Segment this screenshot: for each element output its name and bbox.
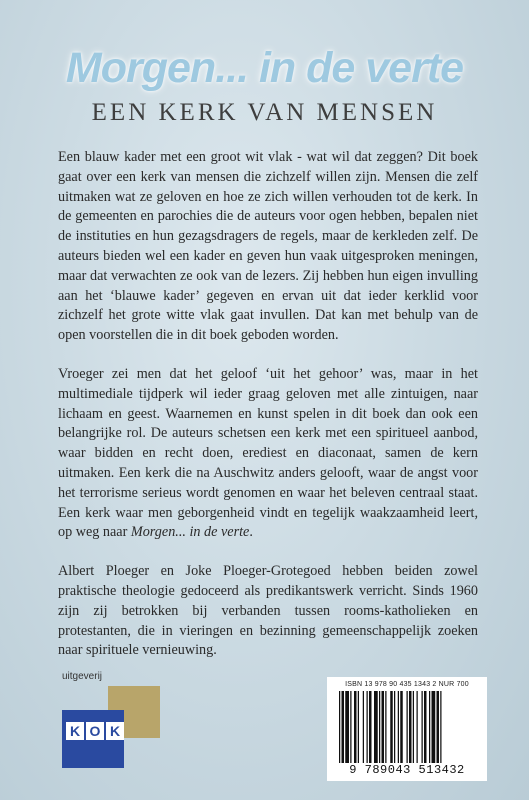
barcode-bars bbox=[339, 691, 475, 763]
blurb-paragraph-2-end: . bbox=[249, 524, 253, 541]
barcode-bar bbox=[382, 691, 385, 763]
blurb-paragraph-3: Albert Ploeger en Joke Ploeger-Grotegoed hebben beiden zowel praktische theologie gedoceerd als predikantswerk verricht. Sinds 1960 zijn zij betrokken bij verbanden tussen rooms-katholieken en protestanten, die in vieringen en bezinning gemeenschappelijk zoeken naar spirituele vernieuwing. bbox=[58, 563, 478, 659]
barcode-bar bbox=[363, 691, 364, 763]
logo-letters bbox=[66, 722, 156, 742]
barcode-bar bbox=[339, 691, 340, 763]
logo-letter-k1: K bbox=[66, 722, 84, 740]
blurb-paragraph-2-text: Vroeger zei men dat het geloof ‘uit het gehoor’ was, maar in het multimediale tijdperk wil ieder graag geloven met alle zintuigen, naar lichaam en geest. Waarnemen en kunst spelen in dit boek dan ook een belangrijke rol. De auteurs schetsen een kerk met een spiritueel aanbod, waar bidden en recht doen, erediest en diaconaat, samen de kern uitmaken. Een kerk die na Auschwitz anders gelooft, waar de angst voor het terrorisme serieus wordt genomen en waar het beleven centraal staat. Een kerk waar men geborgenheid vindt en tegelijk waakzaamheid leert, op weg naar bbox=[58, 365, 478, 541]
book-subtitle: EEN KERK VAN MENSEN bbox=[91, 99, 438, 126]
barcode-bar bbox=[437, 691, 440, 763]
barcode-bar bbox=[398, 691, 399, 763]
isbn-barcode bbox=[327, 677, 487, 781]
publisher-logo bbox=[62, 671, 160, 768]
barcode-bar bbox=[374, 691, 378, 763]
blurb-paragraph-1: Een blauw kader met een groot wit vlak - wat wil dat zeggen? Dit boek gaat over een kerk van mensen die zichzelf willen zijn. Mensen die zelf uitmaken wat ze geloven en hoe ze zich willen verhouden tot de kerk. In de gemeenten en parochies die de auteurs voor ogen hebben, bepalen niet de instituties en hun gezagsdragers de regels, maar de kerkleden zelf. De auteurs bieden wel een kader en geven hun vaak uitgesproken meningen, maar dat verwachten ze ook van de lezers. Zij hebben hun eigen invulling aan het ‘blauwe kader’ gegeven en ervan uit dat ieder kerklid voor zichzelf het grote witte vlak gaat invullen. Dat kan met behulp van de open voorstellen die in dit boek geboden worden. bbox=[58, 149, 478, 344]
isbn-text: ISBN 13 978 90 435 1343 2 NUR 700 bbox=[345, 681, 469, 688]
barcode-bar bbox=[358, 691, 359, 763]
publisher-label: uitgeverij bbox=[62, 671, 103, 682]
barcode-bar bbox=[342, 691, 345, 763]
barcode-bar bbox=[350, 691, 351, 763]
barcode-bar bbox=[369, 691, 372, 763]
barcode-bar bbox=[354, 691, 357, 763]
barcode-bar bbox=[345, 691, 349, 763]
barcode-digits: 9 789043 513432 bbox=[349, 763, 465, 777]
barcode-bar bbox=[417, 691, 418, 763]
barcode-bar bbox=[413, 691, 414, 763]
book-title: Morgen... in de verte bbox=[65, 44, 464, 92]
blurb-paragraph-2 bbox=[58, 365, 478, 543]
logo-letter-k2: K bbox=[106, 722, 124, 740]
barcode-bar bbox=[409, 691, 412, 763]
kok-logo-mark bbox=[62, 686, 160, 768]
logo-letter-o: O bbox=[86, 722, 104, 740]
barcode-bar bbox=[432, 691, 436, 763]
barcode-bar bbox=[440, 691, 441, 763]
barcode-bar bbox=[390, 691, 393, 763]
barcode-bar bbox=[394, 691, 395, 763]
barcode-bar bbox=[422, 691, 423, 763]
blurb-paragraph-2-title: Morgen... in de verte bbox=[130, 524, 250, 541]
barcode-bar bbox=[400, 691, 403, 763]
barcode-bar bbox=[424, 691, 427, 763]
barcode-bar bbox=[367, 691, 368, 763]
barcode-bar bbox=[385, 691, 386, 763]
barcode-bar bbox=[429, 691, 430, 763]
back-cover-blurb bbox=[58, 148, 478, 680]
barcode-bar bbox=[379, 691, 380, 763]
barcode-bar bbox=[407, 691, 408, 763]
